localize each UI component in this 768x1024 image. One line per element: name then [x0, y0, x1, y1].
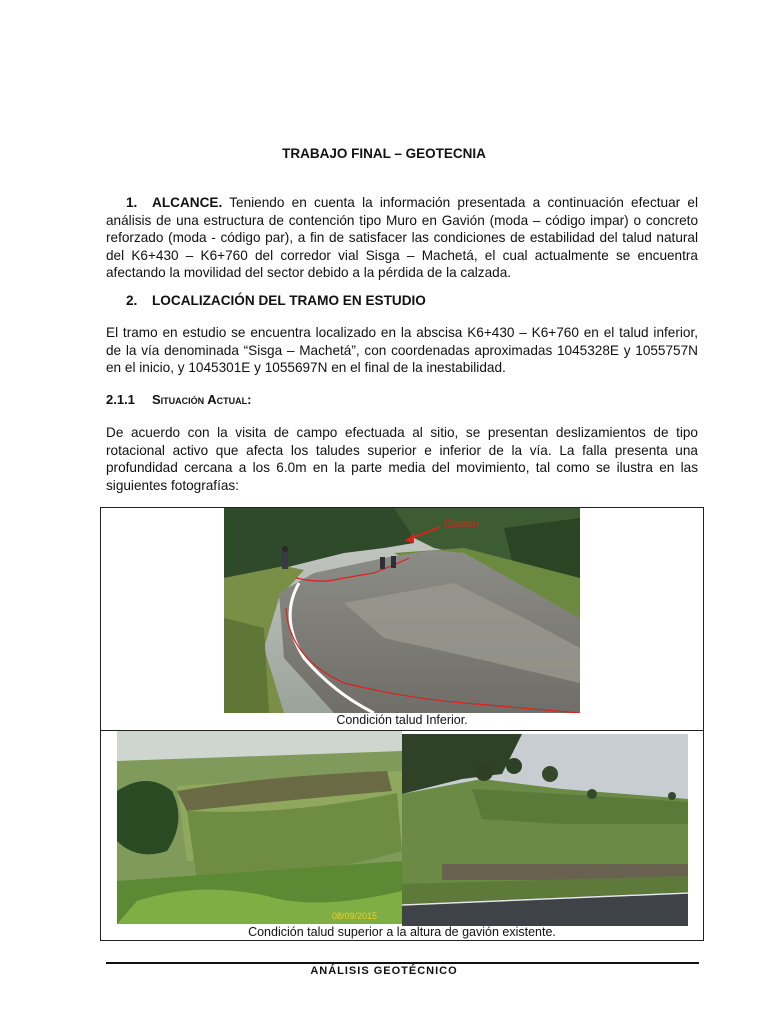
section-1-heading: ALCANCE. [152, 195, 223, 210]
photo-upper-slope-left [117, 731, 402, 924]
photo-annotation-gavion: Gavión [444, 518, 479, 530]
caption-upper-slope: Condición talud superior a la altura de gavión existente. [248, 925, 556, 939]
section-2-number: 2. [126, 293, 138, 308]
section-2-paragraph: El tramo en estudio se encuentra localizado en la abscisa K6+430 – K6+760 en el talud inferior, de la vía denominada “Sisga – Machetá”, con coordenadas aproximadas 1045328E y 1055757N en el inicio, y 1045301E y 1055697N en el final de la inestabilidad. [106, 325, 698, 376]
subsection-heading-text: Situación Actual: [152, 392, 252, 407]
subsection-heading [106, 392, 252, 407]
subsection-paragraph: De acuerdo con la visita de campo efectuada al sitio, se presentan deslizamientos de tipo rotacional activo que afecta los taludes superior e inferior de la vía. La falla presenta una profundidad cercana a los 6.0m en la parte media del movimiento, tal como se ilustra en las siguientes fotografías: [106, 425, 698, 493]
photo-road-lower-slope [224, 508, 580, 713]
section-1-paragraph [106, 194, 698, 282]
section-1-number: 1. [126, 195, 138, 210]
document-title: TRABAJO FINAL – GEOTECNIA [282, 146, 486, 161]
subsection-number: 2.1.1 [106, 392, 135, 407]
section-1-text: Teniendo en cuenta la información presentada a continuación efectuar el análisis de una estructura de contención tipo Muro en Gavión (moda – código impar) o concreto reforzado (moda - código par), a fin de satisfacer las condiciones de estabilidad del talud natural del K6+430 – K6+760 del corredor vial Sisga – Machetá, el cual actualmente se encuentra afectando la movilidad del sector debido a la pérdida de la calzada. [106, 195, 698, 281]
footer-text: ANÁLISIS GEOTÉCNICO [310, 965, 458, 977]
photo-upper-slope-right [402, 734, 688, 926]
figure-table [100, 507, 704, 941]
caption-lower-slope: Condición talud Inferior. [336, 713, 468, 727]
footer-rule [106, 962, 699, 964]
photo-date-stamp: 08/09/2015 [332, 911, 378, 921]
section-2-heading-text: LOCALIZACIÓN DEL TRAMO EN ESTUDIO [152, 293, 426, 308]
section-2-heading [126, 293, 426, 308]
